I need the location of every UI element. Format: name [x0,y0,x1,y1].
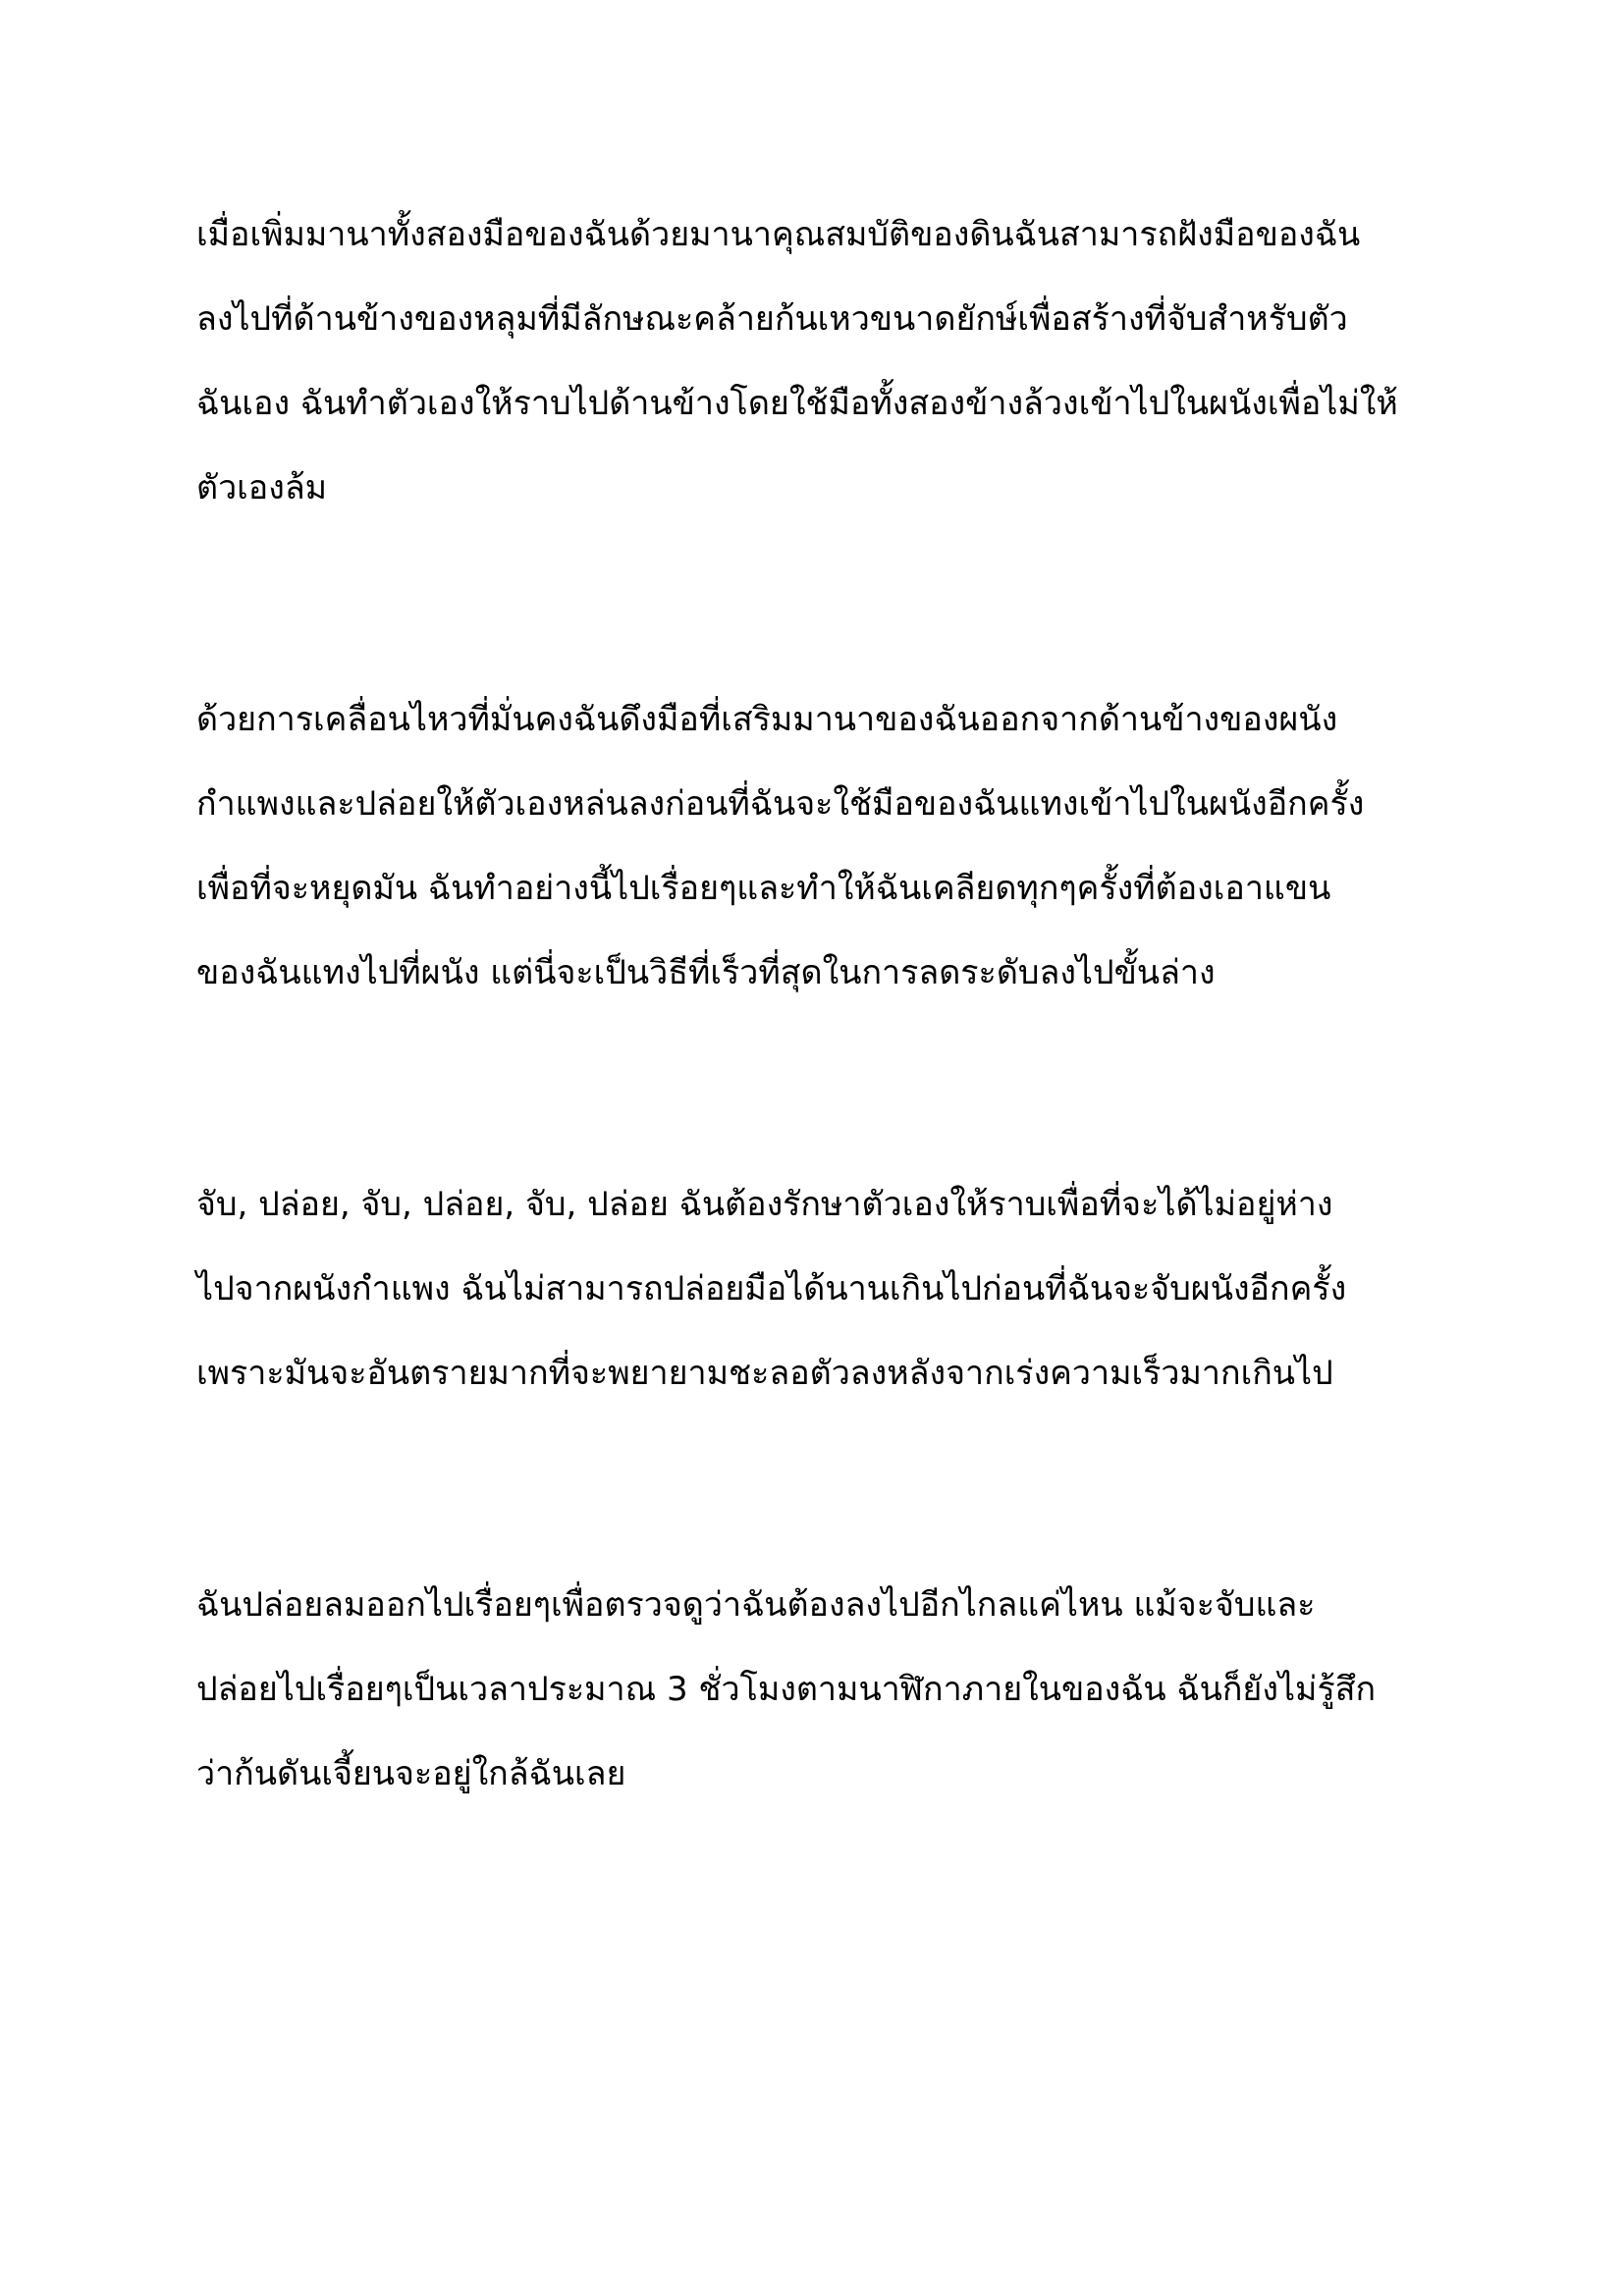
text-line: จับ, ปล่อย, จับ, ปล่อย, จับ, ปล่อย ฉันต้องรักษาตัวเองให้ราบเพื่อที่จะได้ไม่อยู่ห่าง [196,1185,1333,1224]
text-line: ของฉันแทงไปที่ผนัง แต่นี่จะเป็นวิธีที่เร็วที่สุดในการลดระดับลงไปขั้นล่าง [196,953,1216,992]
text-line: ว่าก้นดันเจี้ยนจะอยู่ใกล้ฉันเลย [196,1754,626,1793]
text-line: ลงไปที่ด้านข้างของหลุมที่มีลักษณะคล้ายก้นเหวขนาดยักษ์เพื่อสร้างที่จับสำหรับตัว [196,299,1348,339]
paragraph-1 [196,192,1448,530]
paragraph-4 [196,1563,1448,1816]
text-line: ด้วยการเคลื่อนไหวที่มั่นคงฉันดึงมือที่เสริมมานาของฉันออกจากด้านข้างของผนัง [196,700,1338,739]
text-line: ไปจากผนังกำแพง ฉันไม่สามารถปล่อยมือได้นานเกินไปก่อนที่ฉันจะจับผนังอีกครั้ง [196,1269,1347,1308]
text-line: กำแพงและปล่อยให้ตัวเองหล่นลงก่อนที่ฉันจะใช้มือของฉันแทงเข้าไปในผนังอีกครั้ง [196,784,1365,824]
text-line: ปล่อยไปเรื่อยๆเป็นเวลาประมาณ 3 ชั่วโมงตามนาฬิกาภายในของฉัน ฉันก็ยังไม่รู้สึก [196,1670,1377,1709]
text-line: เพราะมันจะอันตรายมากที่จะพยายามชะลอตัวลงหลังจากเร่งความเร็วมากเกินไป [196,1354,1333,1393]
text-line: ตัวเองล้ม [196,468,328,507]
paragraph-2 [196,677,1448,1015]
text-line: เพื่อที่จะหยุดมัน ฉันทำอย่างนี้ไปเรื่อยๆและทำให้ฉันเคลียดทุกๆครั้งที่ต้องเอาแขน [196,869,1331,908]
text-line: ฉันเอง ฉันทำตัวเองให้ราบไปด้านข้างโดยใช้มือทั้งสองข้างล้วงเข้าไปในผนังเพื่อไม่ให้ [196,384,1398,423]
text-line: ฉันปล่อยลมออกไปเรื่อยๆเพื่อตรวจดูว่าฉันต้องลงไปอีกไกลแค่ไหน แม้จะจับและ [196,1585,1316,1625]
text-line: เมื่อเพิ่มมานาทั้งสองมือของฉันด้วยมานาคุณสมบัติของดินฉันสามารถฝังมือของฉัน [196,215,1361,254]
paragraph-3 [196,1162,1448,1415]
